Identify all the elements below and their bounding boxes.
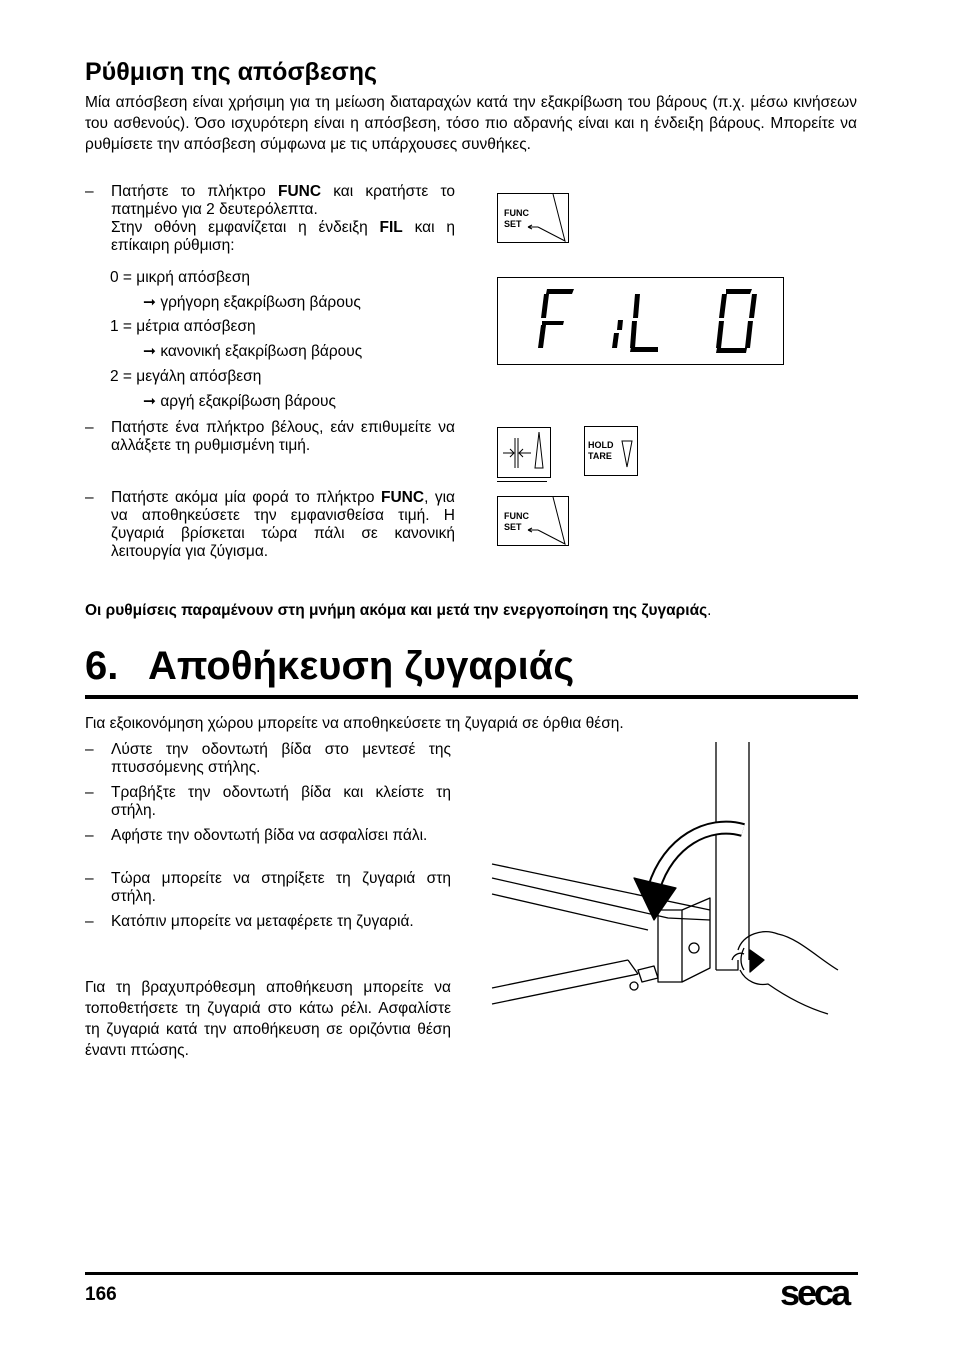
- chapter-title-text: Αποθήκευση ζυγαριάς: [148, 644, 575, 688]
- display-fil-0: [497, 277, 784, 365]
- step-text: Τώρα μπορείτε να στηρίξετε τη ζυγαριά στη στήλη.: [111, 870, 451, 905]
- list-item: [85, 870, 451, 910]
- page-number: 166: [85, 1284, 117, 1305]
- chapter-number: 6.: [85, 644, 119, 688]
- bullet-dash: –: [85, 913, 94, 930]
- step-text: Λύστε την οδοντωτή βίδα στο μεντεσέ της πτυσσόμενης στήλης.: [111, 741, 451, 776]
- bullet-dash: –: [85, 183, 94, 200]
- step-text: Κατόπιν μπορείτε να μεταφέρετε τη ζυγαριά.: [111, 913, 414, 930]
- enter-triangle-icon: [498, 497, 568, 545]
- arrow-right-icon: ➞: [143, 343, 156, 360]
- list-item: [85, 913, 451, 953]
- instruction-bullet-arrow-keys: [85, 419, 455, 479]
- list-item: [85, 741, 451, 781]
- instruction-bullet-save: [85, 489, 455, 584]
- enter-triangle-icon: [498, 194, 568, 242]
- bullet-dash: –: [85, 870, 94, 887]
- arrow-key-illustration: [497, 427, 551, 478]
- option-1-label: 1 = μέτρια απόσβεση: [110, 318, 256, 335]
- scale-storage-illustration: [488, 738, 858, 1038]
- func-set-key-illustration: [497, 193, 569, 243]
- bullet-dash: –: [85, 419, 94, 436]
- bullet-text: [111, 183, 455, 255]
- instruction-bullet-hold-func: [85, 183, 455, 258]
- option-0-label: 0 = μικρή απόσβεση: [110, 269, 251, 286]
- triangle-down-icon: [585, 427, 637, 475]
- func-set-key-illustration: [497, 496, 569, 546]
- note-period: .: [707, 602, 712, 619]
- func-key-name: FUNC: [277, 183, 322, 200]
- step-text: Αφήστε την οδοντωτή βίδα να ασφαλίσει πάλι.: [111, 827, 428, 844]
- set-label: SET: [504, 219, 522, 229]
- text-run: Πατήστε το πλήκτρο: [111, 183, 278, 200]
- option-result-text: κανονική εξακρίβωση βάρους: [160, 343, 363, 360]
- hold-label: HOLD: [588, 440, 614, 450]
- text-run: , για να αποθηκεύσετε την εμφανισθείσα τιμή. Η ζυγαριά βρίσκεται τώρα πάλι σε κανονική λειτουργία για ζύγισμα.: [111, 489, 455, 560]
- bullet-text: [111, 489, 455, 561]
- hold-tare-key-illustration: [584, 426, 638, 476]
- func-key-name: FUNC: [381, 489, 425, 506]
- memory-note: [85, 601, 711, 621]
- tare-label: TARE: [588, 451, 612, 461]
- note-text: Οι ρυθμίσεις παραμένουν στη μνήμη ακόμα και μετά την ενεργοποίηση της ζυγαριάς: [85, 602, 708, 619]
- option-2-label: 2 = μεγάλη απόσβεση: [110, 368, 262, 385]
- chapter-rule: [85, 695, 858, 699]
- footer-rule: [85, 1272, 858, 1275]
- option-0-result: [143, 293, 361, 313]
- arrow-right-icon: ➞: [143, 294, 156, 311]
- section-title: Ρύθμιση της απόσβεσης: [85, 58, 378, 86]
- text-run: Πατήστε ακόμα μία φορά το πλήκτρο: [111, 489, 381, 506]
- list-item: [85, 784, 451, 824]
- key-divider: [497, 481, 547, 482]
- intro-paragraph: Μία απόσβεση είναι χρήσιμη για τη μείωση διαταραχών κατά την εξακρίβωση του βάρους (π.χ. μέσω κινήσεων του ασθενούς). Όσο ισχυρότερη είναι η απόσβεση, τόσο πιο αδρανής είναι και η ένδειξη βάρους. Μπορείτε να ρυθμίσετε την απόσβεση σύμφωνα με τις υπάρχουσες συνθήκες.: [85, 94, 857, 153]
- set-label: SET: [504, 522, 522, 532]
- seca-logo-mark: [780, 1272, 858, 1312]
- bullet-text: Πατήστε ένα πλήκτρο βέλους, εάν επιθυμείτε να αλλάξετε τη ρυθμισμένη τιμή.: [111, 419, 455, 454]
- option-2-result: [143, 392, 336, 412]
- text-run: και η επίκαιρη ρύθμιση:: [111, 219, 455, 254]
- option-1-result: [143, 342, 362, 362]
- bullet-dash: –: [85, 741, 94, 758]
- func-label: FUNC: [504, 511, 529, 521]
- storage-note: Για τη βραχυπρόθεσμη αποθήκευση μπορείτε να τοποθετήσετε τη ζυγαριά στο κάτω ρέλι. Ασφαλίστε τη ζυγαριά κατά την αποθήκευση σε οριζόντια θέση έναντι πτώσης.: [85, 979, 451, 1059]
- seven-segment-display: [498, 278, 783, 364]
- bullet-dash: –: [85, 784, 94, 801]
- func-label: FUNC: [504, 208, 529, 218]
- seca-logo: [780, 1272, 858, 1317]
- text-run: Στην οθόνη εμφανίζεται η ένδειξη: [111, 219, 380, 236]
- bullet-dash: –: [85, 489, 94, 506]
- option-result-text: αργή εξακρίβωση βάρους: [160, 393, 336, 410]
- option-result-text: γρήγορη εξακρίβωση βάρους: [160, 294, 361, 311]
- chapter-title: [85, 644, 574, 689]
- arrow-key-symbol-icon: [498, 428, 550, 477]
- fil-code: FIL: [379, 219, 403, 236]
- svg-text:seca: seca: [780, 1272, 849, 1312]
- list-item: [85, 827, 451, 867]
- bullet-dash: –: [85, 827, 94, 844]
- storage-intro: Για εξοικονόμηση χώρου μπορείτε να αποθηκεύσετε τη ζυγαριά σε όρθια θέση.: [85, 715, 624, 732]
- arrow-right-icon: ➞: [143, 393, 156, 410]
- step-text: Τραβήξτε την οδοντωτή βίδα και κλείστε τη στήλη.: [111, 784, 451, 819]
- text-run: και κρατήστε το πατημένο για 2 δευτερόλεπτα.: [111, 183, 455, 218]
